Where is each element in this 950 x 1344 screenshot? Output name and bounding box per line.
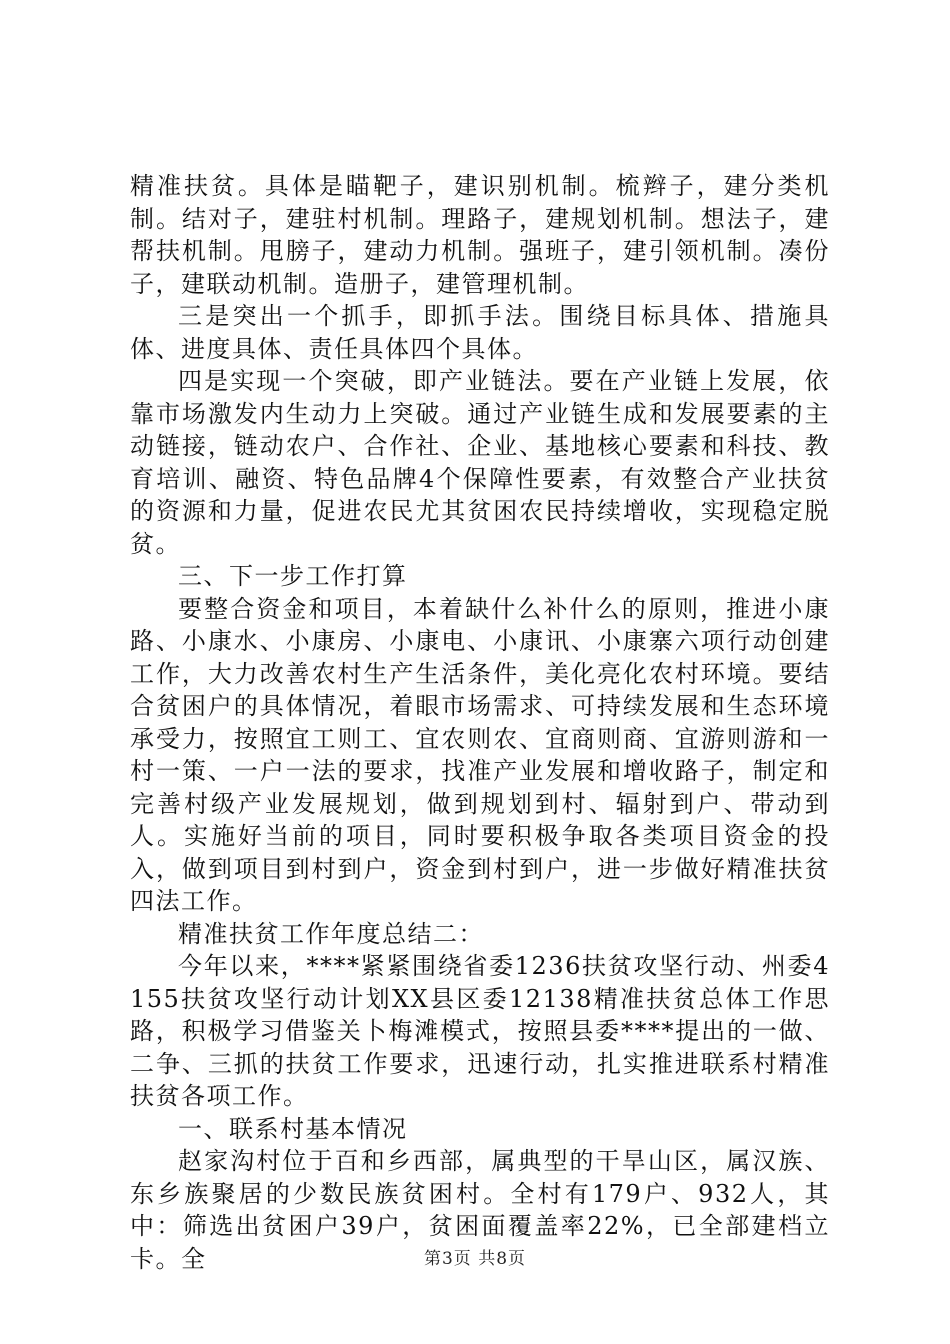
summary-two-heading: 精准扶贫工作年度总结二： [178,919,484,948]
paragraph-summary-intro: 今年以来，****紧紧围绕省委1236扶贫攻坚行动、州委4155扶贫攻坚行动计划XX县区委12138精准扶贫总体工作思路，积极学习借鉴关卜梅滩模式，按照县委****提出的一做、二争、三抓的扶贫工作要求，迅速行动，扎实推进联系村精准扶贫各项工作。 [130,952,830,1110]
document-body [130,170,830,1275]
paragraph-point-four: 四是实现一个突破，即产业链法。要在产业链上发展，依靠市场激发内生动力上突破。通过产业链生成和发展要素的主动链接，链动农户、合作社、企业、基地核心要素和科技、教育培训、融资、特色品牌4个保障性要素，有效整合产业扶贫的资源和力量，促进农民尤其贫困农民持续增收，实现稳定脱贫。 [130,367,830,558]
paragraph-next-steps: 要整合资金和项目，本着缺什么补什么的原则，推进小康路、小康水、小康房、小康电、小康讯、小康寨六项行动创建工作，大力改善农村生产生活条件，美化亮化农村环境。要结合贫困户的具体情况，着眼市场需求、可持续发展和生态环境承受力，按照宜工则工、宜农则农、宜商则商、宜游则游和一村一策、一户一法的要求，找准产业发展和增收路子，制定和完善村级产业发展规划，做到规划到村、辐射到户、带动到人。实施好当前的项目，同时要积极争取各类项目资金的投入，做到项目到村到户，资金到村到户，进一步做好精准扶贫四法工作。 [130,594,830,915]
page-number-footer: 第3页 共8页 [423,1249,527,1269]
paragraph-point-three: 三是突出一个抓手，即抓手法。围绕目标具体、措施具体、进度具体、责任具体四个具体。 [130,302,830,363]
section-heading-next-steps: 三、下一步工作打算 [178,562,408,590]
section-heading-village-info: 一、联系村基本情况 [178,1114,408,1143]
paragraph-village-info: 赵家沟村位于百和乡西部，属典型的干旱山区，属汉族、东乡族聚居的少数民族贫困村。全村有179户、932人，其中：筛选出贫困户39户，贫困面覆盖率22%，已全部建档立卡。全 [130,1147,830,1273]
paragraph-continuation: 精准扶贫。具体是瞄靶子，建识别机制。梳辫子，建分类机制。结对子，建驻村机制。理路子，建规划机制。想法子，建帮扶机制。甩膀子，建动力机制。强班子，建引领机制。凑份子，建联动机制。造册子，建管理机制。 [130,172,830,298]
